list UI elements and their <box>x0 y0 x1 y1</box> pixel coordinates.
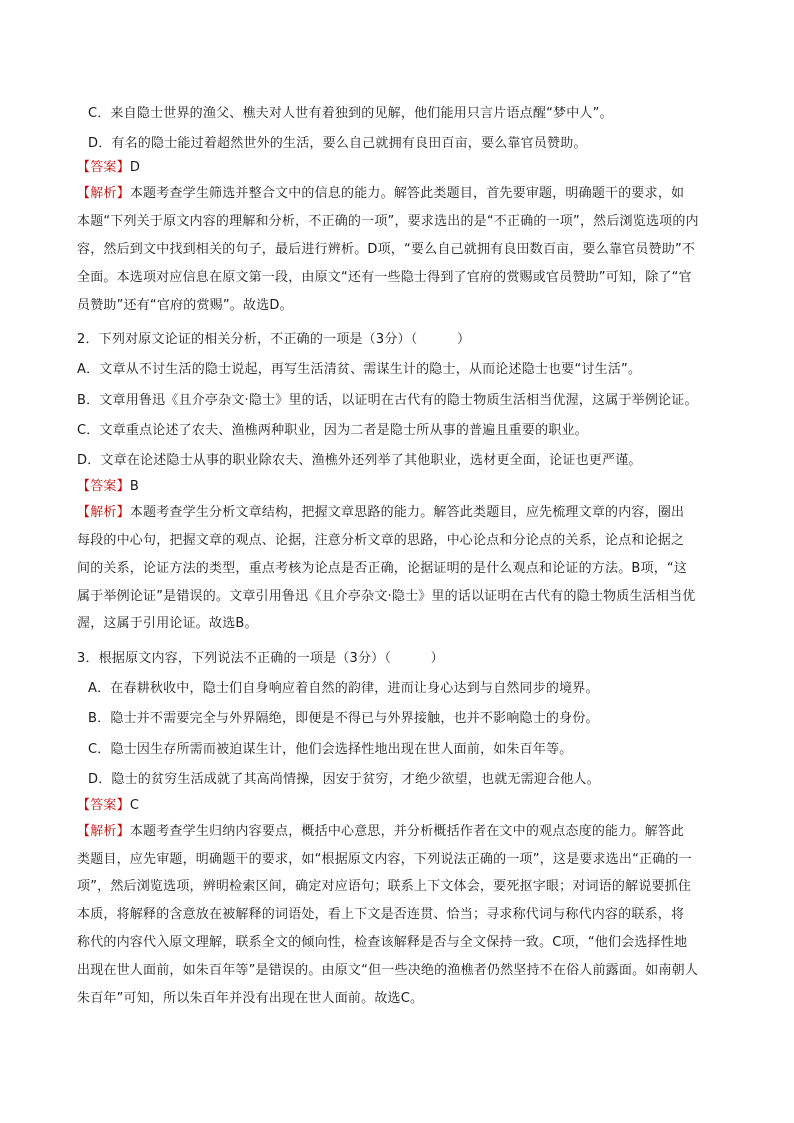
q1-option-c: C．来自隐士世界的渔父、樵夫对人世有着独到的见解，他们能用只言片语点醒“梦中人”。 <box>88 106 613 121</box>
q2-stem: 2．下列对原文论证的相关分析，不正确的一项是（3分）（ ） <box>77 332 471 347</box>
q2-analysis-line-4: 属于举例论证”是错误的。文章引用鲁迅《且介亭杂文·隐士》里的话以证明在古代有的隐士物质生活相当优 <box>77 589 696 604</box>
q3-analysis-line-3: 项”，然后浏览选项，辨明检索区间，确定对应语句；联系上下文体会，要死抠字眼；对词语的解说要抓住 <box>77 879 692 894</box>
q1-analysis-line-1: 【解析】本题考查学生筛选并整合文中的信息的能力。解答此类题目，首先要审题，明确题干的要求，如 <box>77 186 685 201</box>
q2-analysis-line-1: 【解析】本题考查学生分析文章结构，把握文章思路的能力。解答此类题目，应先梳理文章的内容，圈出 <box>77 505 685 520</box>
answer-value: C <box>129 798 140 813</box>
analysis-tag: 【解析】 <box>77 505 130 520</box>
answer-tag: 【答案】 <box>77 479 130 494</box>
q2-option-d: D．文章在论述隐士从事的职业除农夫、渔樵外还列举了其他职业，选材更全面，论证也更严谨。 <box>77 453 642 468</box>
analysis-tag: 【解析】 <box>77 824 130 839</box>
q3-analysis-line-6: 出现在世人面前，如朱百年等”是错误的。由原文“但一些决绝的渔樵者仍然坚持不在俗人前露面。如南朝人 <box>77 963 699 978</box>
q3-analysis-line-4: 本质，将解释的含意放在被解释的词语处，看上下文是否连贯、恰当；寻求称代词与称代内容的联系，将 <box>77 907 685 922</box>
analysis-tag: 【解析】 <box>77 186 130 201</box>
q2-analysis-line-3: 间的关系，论证方法的类型，重点考核为论点是否正确，论据证明的是什么观点和论证的方法。B项，“这 <box>77 561 688 576</box>
q3-analysis-line-1: 【解析】本题考查学生归纳内容要点，概括中心意思，并分析概括作者在文中的观点态度的能力。解答此 <box>77 824 685 839</box>
q1-analysis-line-4: 全面。本选项对应信息在原文第一段，由原文“还有一些隐士得到了官府的赏赐或官员赞助”可知，除了“官 <box>77 270 692 285</box>
q3-option-c: C．隐士因生存所需而被迫谋生计，他们会选择性地出现在世人面前，如朱百年等。 <box>88 742 573 757</box>
q2-option-b: B．文章用鲁迅《且介亭杂文·隐士》里的话，以证明在古代有的隐士物质生活相当优渥，这属于举例论证。 <box>77 393 698 408</box>
q3-stem: 3．根据原文内容，下列说法不正确的一项是（3分）（ ） <box>77 651 444 666</box>
q2-answer <box>77 477 139 497</box>
q3-option-d: D．隐士的贫穷生活成就了其高尚情操，因安于贫穷，才绝少欲望，也就无需迎合他人。 <box>88 772 600 787</box>
q3-option-b: B．隐士并不需要完全与外界隔绝，即便是不得已与外界接触，也并不影响隐士的身份。 <box>88 711 599 726</box>
q2-analysis-line-5: 渥，这属于引用论证。故选B。 <box>77 616 258 631</box>
q2-analysis-line-2: 每段的中心句，把握文章的观点、论据，注意分析文章的思路，中心论点和分论点的关系，论点和论据之 <box>77 533 685 548</box>
q1-answer <box>77 158 140 178</box>
q3-answer <box>77 796 139 816</box>
q1-analysis-line-5: 员赞助”还有“官府的赏赐”。故选D。 <box>77 298 293 313</box>
q3-analysis-line-5: 称代的内容代入原文理解，联系全文的倾向性，检查该解释是否与全文保持一致。C项，“他们会选择性地 <box>77 935 688 950</box>
q2-option-a: A．文章从不讨生活的隐士说起，再写生活清贫、需谋生计的隐士，从而论述隐士也要“讨生活”。 <box>77 362 642 377</box>
answer-value: D <box>129 160 141 175</box>
answer-value: B <box>129 479 139 494</box>
q1-option-d: D．有名的隐士能过着超然世外的生活，要么自己就拥有良田百亩，要么靠官员赞助。 <box>88 136 587 151</box>
q1-analysis-line-2: 本题“下列关于原文内容的理解和分析，不正确的一项”，要求选出的是“不正确的一项”，然后浏览选项的内 <box>77 214 699 229</box>
q3-option-a: A．在春耕秋收中，隐士们自身响应着自然的韵律，进而让身心达到与自然同步的境界。 <box>88 681 599 696</box>
q2-option-c: C．文章重点论述了农夫、渔樵两种职业，因为二者是隐士所从事的普遍且重要的职业。 <box>77 423 588 438</box>
q3-analysis-line-7: 朱百年”可知，所以朱百年并没有出现在世人面前。故选C。 <box>77 991 424 1006</box>
q3-analysis-line-2: 类题目，应先审题，明确题干的要求，如“根据原文内容，下列说法正确的一项”，这是要求选出“正确的一 <box>77 852 692 867</box>
answer-tag: 【答案】 <box>77 798 130 813</box>
q1-analysis-line-3: 容，然后到文中找到相关的句子，最后进行辨析。D项，“要么自己就拥有良田数百亩，要么靠官员赞助”不 <box>77 242 696 257</box>
answer-tag: 【答案】 <box>77 160 130 175</box>
